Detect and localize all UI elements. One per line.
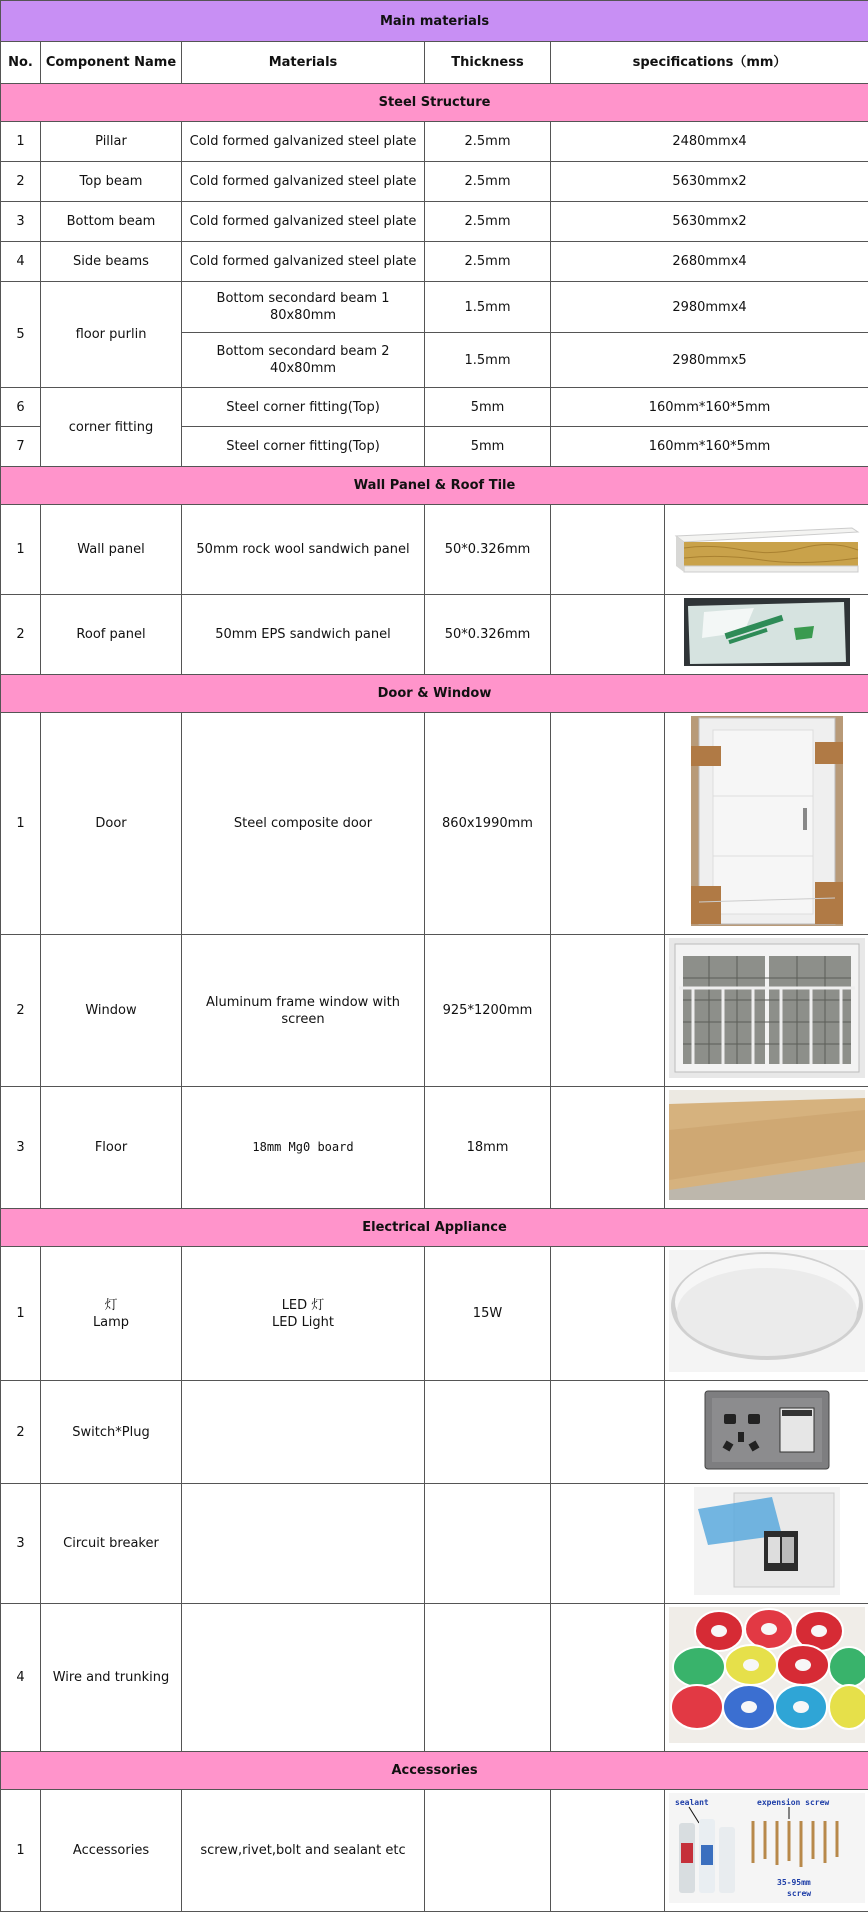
cell-image (665, 713, 868, 935)
cell-no: 3 (1, 1484, 41, 1604)
cell-no: 1 (1, 122, 41, 162)
cell-thickness: 2.5mm (425, 242, 551, 282)
table-row (1, 388, 868, 427)
cell-no: 1 (1, 1790, 41, 1912)
cell-blank (551, 935, 665, 1087)
cell-no: 4 (1, 242, 41, 282)
cell-material (182, 1381, 425, 1484)
cell-spec: 2480mmx4 (551, 122, 868, 162)
cell-material (182, 1604, 425, 1752)
header-specs: specifications（mm） (551, 42, 868, 84)
cell-no: 3 (1, 202, 41, 242)
cell-material: Aluminum frame window with screen (182, 935, 425, 1087)
cell-image (665, 1484, 868, 1604)
cell-no: 4 (1, 1604, 41, 1752)
cell-component: Floor (41, 1087, 182, 1209)
cell-component: Pillar (41, 122, 182, 162)
section-electrical: Electrical Appliance (1, 1209, 868, 1247)
cell-material: screw,rivet,bolt and sealant etc (182, 1790, 425, 1912)
mgo-board-photo (669, 1090, 865, 1200)
cell-material (182, 1247, 425, 1381)
section-wall: Wall Panel & Roof Tile (1, 467, 868, 505)
cell-blank (551, 1247, 665, 1381)
cell-spec: 2980mmx5 (551, 333, 868, 388)
material-cn: LED 灯 (186, 1297, 420, 1314)
cell-component: Switch*Plug (41, 1381, 182, 1484)
cell-no: 7 (1, 427, 41, 467)
cell-no: 6 (1, 388, 41, 427)
cell-material: Steel corner fitting(Top) (182, 388, 425, 427)
table-row (1, 242, 868, 282)
cell-material: 50mm rock wool sandwich panel (182, 505, 425, 595)
cell-spec: 5630mmx2 (551, 202, 868, 242)
switch-plug-photo (704, 1390, 830, 1470)
cell-image (665, 935, 868, 1087)
cell-material: Steel corner fitting(Top) (182, 427, 425, 467)
window-photo (669, 938, 865, 1078)
table-title-row (1, 1, 868, 42)
section-steel: Steel Structure (1, 84, 868, 122)
cell-component: corner fitting (41, 388, 182, 467)
table-row (1, 505, 868, 595)
cell-thickness (425, 1484, 551, 1604)
cell-thickness: 1.5mm (425, 282, 551, 333)
door-photo (691, 716, 843, 926)
cell-component: Door (41, 713, 182, 935)
header-no: No. (1, 42, 41, 84)
cell-component: floor purlin (41, 282, 182, 388)
cell-component: Top beam (41, 162, 182, 202)
cell-thickness: 5mm (425, 388, 551, 427)
cell-component: Circuit breaker (41, 1484, 182, 1604)
header-materials: Materials (182, 42, 425, 84)
cell-thickness (425, 1790, 551, 1912)
cell-blank (551, 713, 665, 935)
table-row (1, 1790, 868, 1912)
cell-no: 5 (1, 282, 41, 388)
table-row (1, 1604, 868, 1752)
table-row (1, 935, 868, 1087)
cell-thickness: 50*0.326mm (425, 595, 551, 675)
table-row (1, 595, 868, 675)
cell-no: 1 (1, 505, 41, 595)
cell-component: Roof panel (41, 595, 182, 675)
cell-spec: 160mm*160*5mm (551, 427, 868, 467)
section-accessories: Accessories (1, 1752, 868, 1790)
cell-spec: 2680mmx4 (551, 242, 868, 282)
accessories-photo (669, 1793, 865, 1903)
lamp-photo (669, 1250, 865, 1372)
cell-thickness: 925*1200mm (425, 935, 551, 1087)
material-en: LED Light (186, 1314, 420, 1331)
table-row (1, 1087, 868, 1209)
table-title: Main materials (1, 1, 868, 42)
cell-image (665, 1381, 868, 1484)
cell-component: Side beams (41, 242, 182, 282)
label-sealant: sealant (675, 1798, 709, 1807)
cell-material: 50mm EPS sandwich panel (182, 595, 425, 675)
table-row (1, 162, 868, 202)
cell-thickness: 860x1990mm (425, 713, 551, 935)
cell-material: Cold formed galvanized steel plate (182, 162, 425, 202)
table-row (1, 122, 868, 162)
cell-material: Steel composite door (182, 713, 425, 935)
component-cn: 灯 (45, 1297, 177, 1314)
cell-thickness: 18mm (425, 1087, 551, 1209)
cell-blank (551, 1381, 665, 1484)
eps-panel-photo (684, 598, 850, 666)
cell-image (665, 1604, 868, 1752)
header-component: Component Name (41, 42, 182, 84)
cell-no: 2 (1, 935, 41, 1087)
cell-blank (551, 505, 665, 595)
cell-spec: 5630mmx2 (551, 162, 868, 202)
cell-thickness: 2.5mm (425, 122, 551, 162)
cell-material: Cold formed galvanized steel plate (182, 122, 425, 162)
table-row (1, 202, 868, 242)
cell-image (665, 595, 868, 675)
cell-component: Wall panel (41, 505, 182, 595)
cell-component: Wire and trunking (41, 1604, 182, 1752)
cell-material: Bottom secondard beam 2 40x80mm (182, 333, 425, 388)
table-row (1, 282, 868, 333)
section-row (1, 1752, 868, 1790)
cell-no: 2 (1, 595, 41, 675)
cell-material (182, 1484, 425, 1604)
cell-component: Window (41, 935, 182, 1087)
header-thickness: Thickness (425, 42, 551, 84)
cell-no: 1 (1, 1247, 41, 1381)
cell-image (665, 1087, 868, 1209)
cell-no: 1 (1, 713, 41, 935)
cell-component: Accessories (41, 1790, 182, 1912)
cell-thickness: 15W (425, 1247, 551, 1381)
cell-thickness: 2.5mm (425, 202, 551, 242)
cell-component: Bottom beam (41, 202, 182, 242)
cell-blank (551, 1484, 665, 1604)
section-row (1, 467, 868, 505)
cell-spec: 2980mmx4 (551, 282, 868, 333)
section-row (1, 675, 868, 713)
cell-material: Cold formed galvanized steel plate (182, 242, 425, 282)
cell-spec: 160mm*160*5mm (551, 388, 868, 427)
cell-thickness (425, 1381, 551, 1484)
cell-thickness: 50*0.326mm (425, 505, 551, 595)
table-row (1, 1247, 868, 1381)
cell-material: Cold formed galvanized steel plate (182, 202, 425, 242)
table-row (1, 1381, 868, 1484)
wire-coils-photo (669, 1607, 865, 1743)
section-door-window: Door & Window (1, 675, 868, 713)
cell-image (665, 1247, 868, 1381)
cell-no: 2 (1, 162, 41, 202)
cell-blank (551, 1087, 665, 1209)
table-row (1, 713, 868, 935)
cell-thickness (425, 1604, 551, 1752)
cell-thickness: 2.5mm (425, 162, 551, 202)
cell-image (665, 505, 868, 595)
section-row (1, 84, 868, 122)
header-row (1, 42, 868, 84)
cell-image (665, 1790, 868, 1912)
label-size: 35-95mm (777, 1878, 811, 1887)
component-en: Lamp (45, 1314, 177, 1331)
label-screw: screw (787, 1889, 811, 1898)
cell-component (41, 1247, 182, 1381)
cell-blank (551, 595, 665, 675)
section-row (1, 1209, 868, 1247)
table-row (1, 1484, 868, 1604)
circuit-breaker-photo (694, 1487, 840, 1595)
label-expension-screw: expension screw (757, 1797, 829, 1807)
rock-wool-panel-photo (672, 514, 862, 580)
cell-material: 18mm Mg0 board (182, 1087, 425, 1209)
cell-blank (551, 1604, 665, 1752)
cell-blank (551, 1790, 665, 1912)
cell-thickness: 5mm (425, 427, 551, 467)
cell-no: 2 (1, 1381, 41, 1484)
cell-thickness: 1.5mm (425, 333, 551, 388)
cell-no: 3 (1, 1087, 41, 1209)
cell-material: Bottom secondard beam 1 80x80mm (182, 282, 425, 333)
